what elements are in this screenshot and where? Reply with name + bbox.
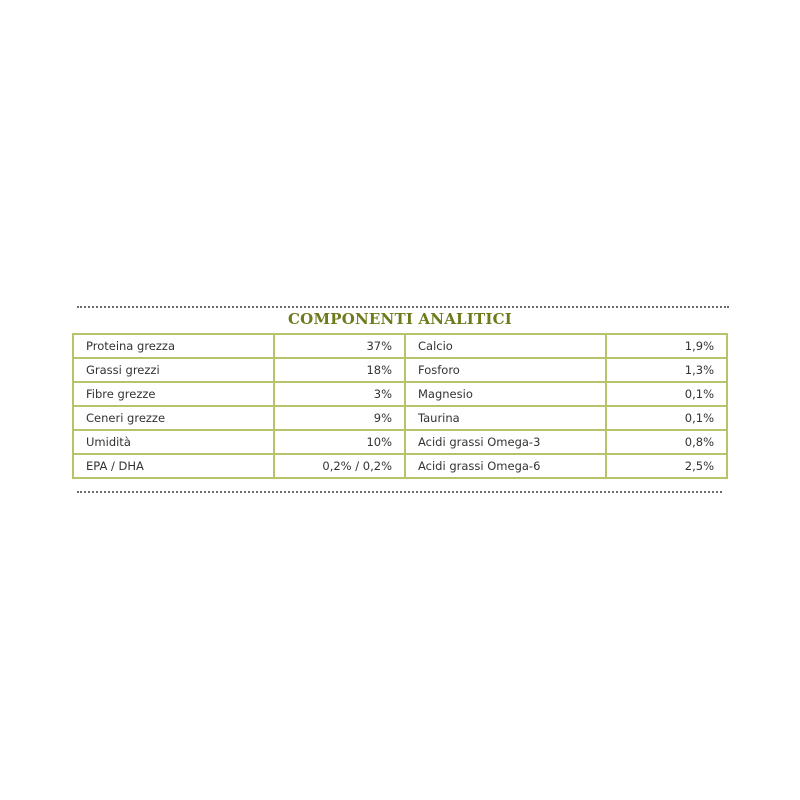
table-cell-label: Proteina grezza: [74, 335, 273, 357]
top-dotted-divider: [77, 306, 729, 308]
table-cell-label: Acidi grassi Omega-3: [406, 431, 605, 453]
table-cell-value: 0,8%: [607, 431, 726, 453]
section-title: COMPONENTI ANALITICI: [288, 310, 512, 328]
table-cell-value: 1,9%: [607, 335, 726, 357]
table-cell-value: 1,3%: [607, 359, 726, 381]
table-cell-value: 0,1%: [607, 407, 726, 429]
bottom-dotted-divider: [77, 491, 722, 493]
table-cell-value: 0,2% / 0,2%: [275, 455, 404, 477]
table-cell-value: 18%: [275, 359, 404, 381]
table-cell-label: Calcio: [406, 335, 605, 357]
table-cell-label: Taurina: [406, 407, 605, 429]
table-cell-value: 0,1%: [607, 383, 726, 405]
table-cell-label: Umidità: [74, 431, 273, 453]
table-cell-label: Fibre grezze: [74, 383, 273, 405]
table-cell-value: 3%: [275, 383, 404, 405]
analytics-table: [72, 333, 728, 479]
table-cell-label: Grassi grezzi: [74, 359, 273, 381]
table-cell-value: 2,5%: [607, 455, 726, 477]
table-cell-label: Acidi grassi Omega-6: [406, 455, 605, 477]
table-cell-value: 9%: [275, 407, 404, 429]
table-cell-label: Fosforo: [406, 359, 605, 381]
table-cell-label: Magnesio: [406, 383, 605, 405]
table-cell-value: 37%: [275, 335, 404, 357]
table-cell-label: Ceneri grezze: [74, 407, 273, 429]
table-cell-label: EPA / DHA: [74, 455, 273, 477]
analytics-grid: [74, 335, 726, 477]
table-cell-value: 10%: [275, 431, 404, 453]
